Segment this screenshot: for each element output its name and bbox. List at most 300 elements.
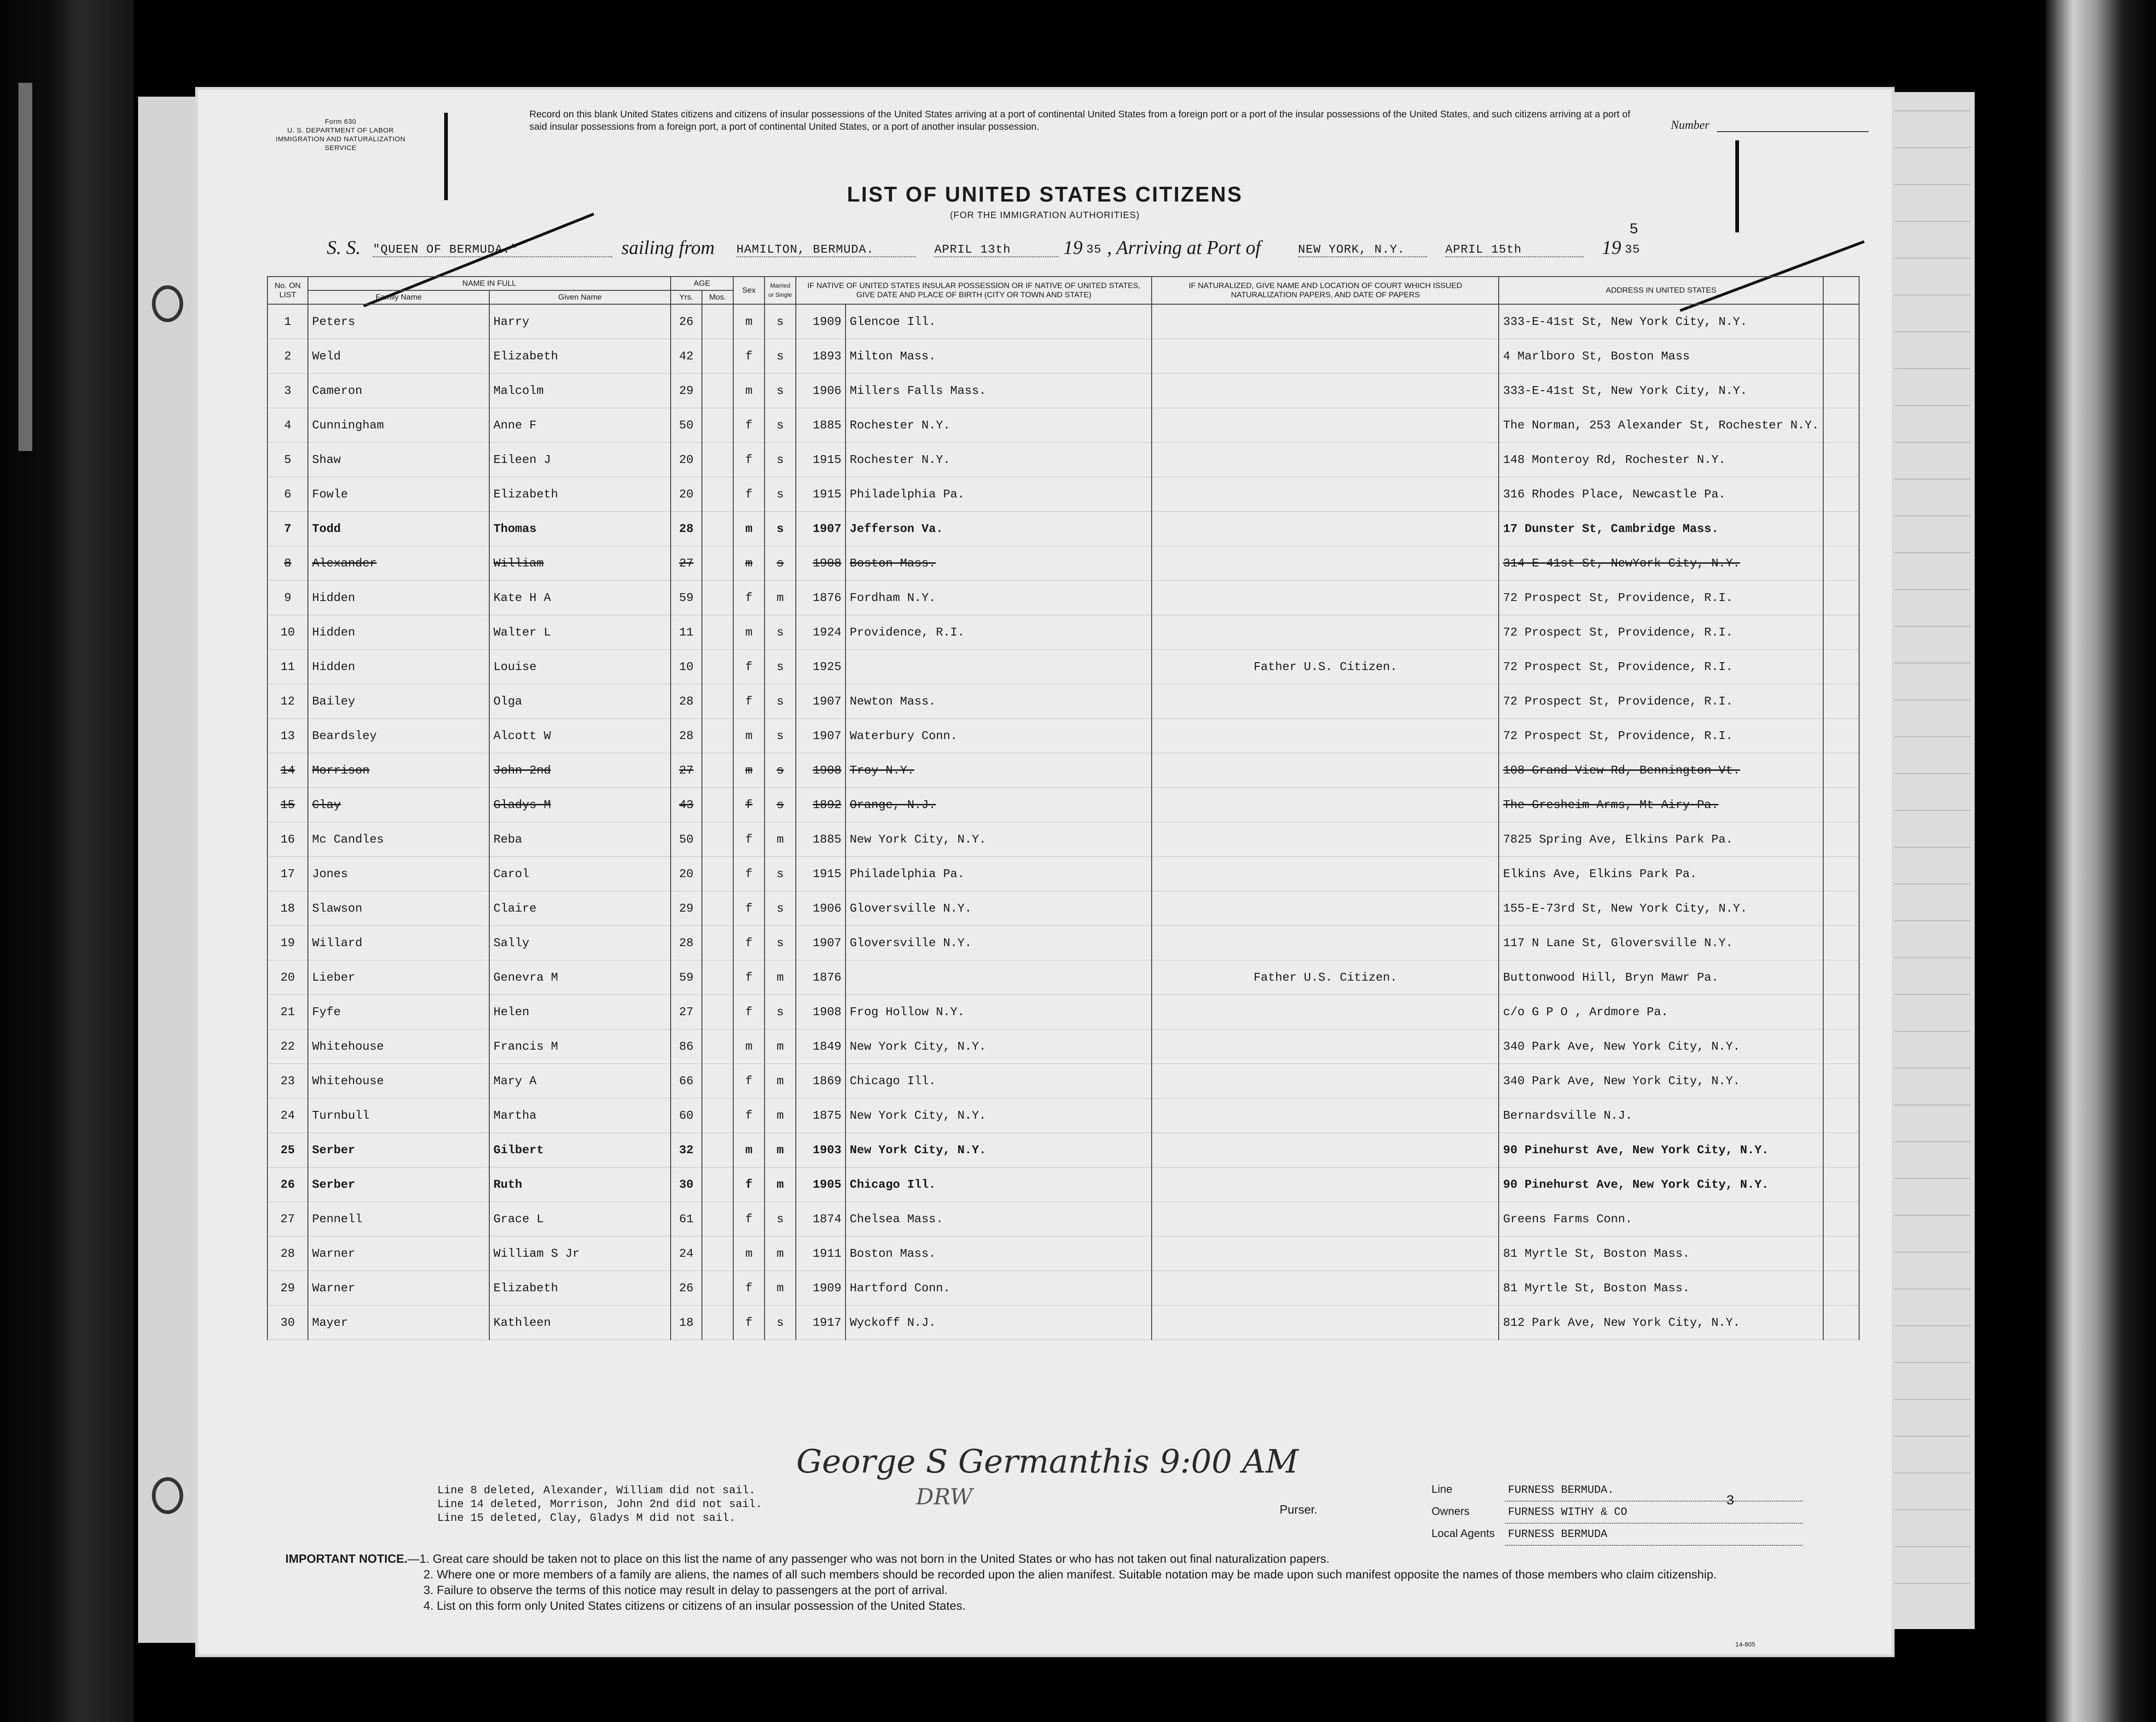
blank xyxy=(1823,960,1859,995)
birth-year: 1885 xyxy=(796,822,846,857)
col-address: ADDRESS IN UNITED STATES xyxy=(1499,277,1823,304)
given-name: Elizabeth xyxy=(489,477,671,512)
address: 316 Rhodes Place, Newcastle Pa. xyxy=(1499,477,1823,512)
birth-place: Boston Mass. xyxy=(846,546,1152,581)
ledger-rule xyxy=(1878,1325,1970,1326)
naturalization xyxy=(1152,1064,1499,1098)
passenger-row xyxy=(267,788,1859,822)
family-name: Morrison xyxy=(308,753,489,788)
family-name: Turnbull xyxy=(308,1098,489,1133)
age-months xyxy=(702,1029,733,1064)
birth-year: 1906 xyxy=(796,891,846,926)
passenger-row xyxy=(267,546,1859,581)
given-name: Walter L xyxy=(489,615,671,650)
address: 812 Park Ave, New York City, N.Y. xyxy=(1499,1306,1823,1340)
binder-hole xyxy=(152,285,183,322)
passenger-number: 22 xyxy=(267,1029,308,1064)
sex: f xyxy=(733,822,765,857)
birth-place: Boston Mass. xyxy=(846,1237,1152,1271)
naturalization xyxy=(1152,1237,1499,1271)
passenger-number: 20 xyxy=(267,960,308,995)
ledger-rule xyxy=(1878,1362,1970,1363)
family-name: Fowle xyxy=(308,477,489,512)
passenger-row xyxy=(267,374,1859,408)
birth-year: 1875 xyxy=(796,1098,846,1133)
line-value: FURNESS BERMUDA. xyxy=(1505,1480,1802,1502)
address: 108 Grand View Rd, Bennington Vt. xyxy=(1499,753,1823,788)
address: 340 Park Ave, New York City, N.Y. xyxy=(1499,1064,1823,1098)
birth-place: Newton Mass. xyxy=(846,684,1152,719)
birth-year: 1893 xyxy=(796,339,846,374)
family-name: Willard xyxy=(308,926,489,960)
address: The Norman, 253 Alexander St, Rochester N.Y. xyxy=(1499,408,1823,443)
ledger-rule xyxy=(1878,736,1970,737)
passenger-number: 4 xyxy=(267,408,308,443)
age-years: 28 xyxy=(671,926,702,960)
sex: m xyxy=(733,304,765,339)
underlying-ledger-sheet xyxy=(1878,92,1975,1629)
ledger-rule xyxy=(1878,442,1970,443)
notice-item: 1. Great care should be taken not to place on this list the name of any passenger who was not born in the United States or who has not taken out final naturalization papers. xyxy=(419,1552,1330,1566)
birth-place: Orange, N.J. xyxy=(846,788,1152,822)
address: 72 Prospect St, Providence, R.I. xyxy=(1499,650,1823,684)
blank xyxy=(1823,581,1859,615)
passenger-number: 27 xyxy=(267,1202,308,1237)
age-months xyxy=(702,443,733,477)
passenger-row xyxy=(267,753,1859,788)
passenger-row xyxy=(267,1306,1859,1340)
ledger-rule xyxy=(1878,1399,1970,1400)
married-single: s xyxy=(765,719,796,753)
naturalization xyxy=(1152,995,1499,1029)
blank xyxy=(1823,684,1859,719)
birth-place: Philadelphia Pa. xyxy=(846,857,1152,891)
blank xyxy=(1823,753,1859,788)
family-name: Alexander xyxy=(308,546,489,581)
married-single: s xyxy=(765,374,796,408)
passenger-row xyxy=(267,995,1859,1029)
married-single: s xyxy=(765,408,796,443)
blank xyxy=(1823,408,1859,443)
col-given-name: Given Name xyxy=(489,290,671,304)
naturalization xyxy=(1152,891,1499,926)
birth-place: Troy N.Y. xyxy=(846,753,1152,788)
passenger-number: 1 xyxy=(267,304,308,339)
ledger-rule xyxy=(1878,1141,1970,1142)
ledger-rule xyxy=(1878,994,1970,995)
married-single: s xyxy=(765,304,796,339)
blank xyxy=(1823,304,1859,339)
married-single: s xyxy=(765,512,796,546)
passenger-number: 25 xyxy=(267,1133,308,1167)
passenger-row xyxy=(267,1167,1859,1202)
age-years: 59 xyxy=(671,581,702,615)
birth-place: Jefferson Va. xyxy=(846,512,1152,546)
age-years: 60 xyxy=(671,1098,702,1133)
age-months xyxy=(702,1202,733,1237)
given-name: Alcott W xyxy=(489,719,671,753)
given-name: Elizabeth xyxy=(489,1271,671,1306)
blank xyxy=(1823,512,1859,546)
married-single: m xyxy=(765,822,796,857)
ledger-rule xyxy=(1878,1215,1970,1216)
line-owners-agents xyxy=(1432,1479,1802,1546)
blank xyxy=(1823,1064,1859,1098)
blank xyxy=(1823,1167,1859,1202)
married-single: m xyxy=(765,1064,796,1098)
given-name: Harry xyxy=(489,304,671,339)
age-years: 59 xyxy=(671,960,702,995)
ledger-rule xyxy=(1878,1031,1970,1032)
given-name: Malcolm xyxy=(489,374,671,408)
address: Greens Farms Conn. xyxy=(1499,1202,1823,1237)
blank xyxy=(1823,1237,1859,1271)
passenger-row xyxy=(267,1133,1859,1167)
age-years: 27 xyxy=(671,753,702,788)
passenger-number: 23 xyxy=(267,1064,308,1098)
passenger-row xyxy=(267,1271,1859,1306)
birth-place: Providence, R.I. xyxy=(846,615,1152,650)
col-name-in-full: NAME IN FULL xyxy=(308,277,671,290)
passenger-row xyxy=(267,512,1859,546)
arrival-port: NEW YORK, N.Y. xyxy=(1298,243,1427,257)
naturalization xyxy=(1152,339,1499,374)
married-single: m xyxy=(765,581,796,615)
blank xyxy=(1823,339,1859,374)
age-months xyxy=(702,753,733,788)
age-years: 20 xyxy=(671,443,702,477)
married-single: m xyxy=(765,1029,796,1064)
birth-place: Chicago Ill. xyxy=(846,1167,1152,1202)
ledger-rule xyxy=(1878,847,1970,848)
sailing-from-label: sailing from xyxy=(621,237,715,259)
age-years: 26 xyxy=(671,304,702,339)
ledger-rule xyxy=(1878,515,1970,516)
sex: f xyxy=(733,1098,765,1133)
married-single: m xyxy=(765,1271,796,1306)
family-name: Slawson xyxy=(308,891,489,926)
arriving-label: , Arriving at Port of xyxy=(1107,237,1261,259)
sailing-year: 35 xyxy=(1086,243,1102,256)
agents-value: FURNESS BERMUDA xyxy=(1505,1525,1802,1546)
passenger-row xyxy=(267,615,1859,650)
passenger-table xyxy=(267,276,1860,1340)
age-years: 27 xyxy=(671,546,702,581)
ledger-rule xyxy=(1878,810,1970,811)
passenger-number: 11 xyxy=(267,650,308,684)
sex: f xyxy=(733,857,765,891)
birth-year: 1906 xyxy=(796,374,846,408)
sex: m xyxy=(733,1029,765,1064)
given-name: Elizabeth xyxy=(489,339,671,374)
passenger-number: 19 xyxy=(267,926,308,960)
col-mos: Mos. xyxy=(702,290,733,304)
age-years: 61 xyxy=(671,1202,702,1237)
ledger-rule xyxy=(1878,147,1970,148)
family-name: Serber xyxy=(308,1133,489,1167)
married-single: s xyxy=(765,857,796,891)
naturalization xyxy=(1152,374,1499,408)
given-name: Genevra M xyxy=(489,960,671,995)
sex: f xyxy=(733,477,765,512)
signature: George S Germanthis 9:00 AM xyxy=(796,1443,1299,1480)
sex: m xyxy=(733,1133,765,1167)
record-instructions: Record on this blank United States citizens and citizens of insular possessions of the United States arriving at a port of continental United States from a foreign port or a port of the insular possessions of the United States, and such citizens arriving at a port of said insular possessions from a foreign port, a port of continental United States, or a port of another insular possession. xyxy=(529,109,1630,132)
deletion-note: Line 14 deleted, Morrison, John 2nd did not sail. xyxy=(437,1498,762,1511)
given-name: Carol xyxy=(489,857,671,891)
blank xyxy=(1823,443,1859,477)
col-naturalized: IF NATURALIZED, GIVE NAME AND LOCATION OF COURT WHICH ISSUED NATURALIZATION PAPERS, AND DATE OF PAPERS xyxy=(1152,277,1499,304)
naturalization xyxy=(1152,408,1499,443)
age-years: 20 xyxy=(671,477,702,512)
age-years: 50 xyxy=(671,408,702,443)
given-name: Reba xyxy=(489,822,671,857)
family-name: Jones xyxy=(308,857,489,891)
deletion-note: Line 8 deleted, Alexander, William did not sail. xyxy=(437,1485,756,1497)
blank xyxy=(1823,1271,1859,1306)
address: 7825 Spring Ave, Elkins Park Pa. xyxy=(1499,822,1823,857)
birth-year: 1907 xyxy=(796,512,846,546)
ledger-rule xyxy=(1878,626,1970,627)
blank xyxy=(1823,546,1859,581)
address: Elkins Ave, Elkins Park Pa. xyxy=(1499,857,1823,891)
passenger-number: 28 xyxy=(267,1237,308,1271)
birth-place: New York City, N.Y. xyxy=(846,1098,1152,1133)
birth-year: 1849 xyxy=(796,1029,846,1064)
address: c/o G P O , Ardmore Pa. xyxy=(1499,995,1823,1029)
blank xyxy=(1823,1306,1859,1340)
passenger-row xyxy=(267,443,1859,477)
naturalization xyxy=(1152,719,1499,753)
sex: f xyxy=(733,408,765,443)
given-name: Kathleen xyxy=(489,1306,671,1340)
sex: f xyxy=(733,1202,765,1237)
form-number: Form 630 xyxy=(325,118,357,126)
given-name: Gilbert xyxy=(489,1133,671,1167)
passenger-row xyxy=(267,719,1859,753)
birth-year: 1908 xyxy=(796,546,846,581)
col-birth: IF NATIVE OF UNITED STATES INSULAR POSSESSION OR IF NATIVE OF UNITED STATES, GIVE DATE AND PLACE OF BIRTH (CITY OR TOWN AND STATE) xyxy=(796,277,1152,304)
naturalization xyxy=(1152,477,1499,512)
age-years: 50 xyxy=(671,822,702,857)
age-months xyxy=(702,1167,733,1202)
passenger-row xyxy=(267,339,1859,374)
address: 81 Myrtle St, Boston Mass. xyxy=(1499,1271,1823,1306)
passenger-row xyxy=(267,304,1859,339)
family-name: Todd xyxy=(308,512,489,546)
blank xyxy=(1823,822,1859,857)
naturalization xyxy=(1152,1306,1499,1340)
sailing-year-prefix: 19 xyxy=(1063,237,1083,259)
age-months xyxy=(702,581,733,615)
given-name: Kate H A xyxy=(489,581,671,615)
sex: m xyxy=(733,374,765,408)
sex: f xyxy=(733,1064,765,1098)
age-months xyxy=(702,1064,733,1098)
binder-hole xyxy=(152,1477,183,1514)
passenger-rows xyxy=(267,304,1859,1340)
family-name: Serber xyxy=(308,1167,489,1202)
passenger-number: 21 xyxy=(267,995,308,1029)
given-name: Louise xyxy=(489,650,671,684)
age-months xyxy=(702,1133,733,1167)
passenger-number: 12 xyxy=(267,684,308,719)
notice-item: 2. Where one or more members of a family are aliens, the names of all such members should be recorded upon the alien manifest. Suitable notation may be made upon such manifest opposite the names of those members who claim citizenship. xyxy=(423,1567,1717,1581)
passenger-row xyxy=(267,477,1859,512)
birth-place: Frog Hollow N.Y. xyxy=(846,995,1152,1029)
address: 340 Park Ave, New York City, N.Y. xyxy=(1499,1029,1823,1064)
married-single: s xyxy=(765,1202,796,1237)
address: 17 Dunster St, Cambridge Mass. xyxy=(1499,512,1823,546)
birth-place: Chicago Ill. xyxy=(846,1064,1152,1098)
married-single: s xyxy=(765,477,796,512)
address: 4 Marlboro St, Boston Mass xyxy=(1499,339,1823,374)
age-years: 32 xyxy=(671,1133,702,1167)
birth-place: New York City, N.Y. xyxy=(846,1133,1152,1167)
address: 117 N Lane St, Gloversville N.Y. xyxy=(1499,926,1823,960)
page-number: 3 xyxy=(1726,1493,1735,1509)
sex: m xyxy=(733,1237,765,1271)
age-years: 28 xyxy=(671,684,702,719)
sex: f xyxy=(733,684,765,719)
age-months xyxy=(702,1237,733,1271)
birth-year: 1911 xyxy=(796,1237,846,1271)
given-name: Mary A xyxy=(489,1064,671,1098)
col-sex: Sex xyxy=(733,277,765,304)
married-single: m xyxy=(765,1167,796,1202)
passenger-number: 3 xyxy=(267,374,308,408)
family-name: Mayer xyxy=(308,1306,489,1340)
family-name: Peters xyxy=(308,304,489,339)
age-months xyxy=(702,1306,733,1340)
ss-label: S. S. xyxy=(327,237,361,259)
naturalization xyxy=(1152,581,1499,615)
family-name: Beardsley xyxy=(308,719,489,753)
naturalization xyxy=(1152,1167,1499,1202)
form-code: 14-805 xyxy=(1735,1641,1756,1648)
birth-year: 1917 xyxy=(796,1306,846,1340)
ledger-rule xyxy=(1878,221,1970,222)
sex: m xyxy=(733,719,765,753)
birth-year: 1869 xyxy=(796,1064,846,1098)
passenger-row xyxy=(267,684,1859,719)
married-single: s xyxy=(765,443,796,477)
age-months xyxy=(702,960,733,995)
blank xyxy=(1823,891,1859,926)
given-name: William S Jr xyxy=(489,1237,671,1271)
passenger-row xyxy=(267,857,1859,891)
age-years: 29 xyxy=(671,891,702,926)
sailing-date: APRIL 13th xyxy=(934,243,1059,257)
naturalization xyxy=(1152,684,1499,719)
passenger-number: 14 xyxy=(267,753,308,788)
given-name: Ruth xyxy=(489,1167,671,1202)
blank xyxy=(1823,1029,1859,1064)
age-months xyxy=(702,546,733,581)
age-years: 42 xyxy=(671,339,702,374)
naturalization xyxy=(1152,546,1499,581)
ledger-rule xyxy=(1878,1583,1970,1584)
ledger-rule xyxy=(1878,1509,1970,1510)
family-name: Fyfe xyxy=(308,995,489,1029)
birth-place: Philadelphia Pa. xyxy=(846,477,1152,512)
age-months xyxy=(702,995,733,1029)
birth-place: Rochester N.Y. xyxy=(846,443,1152,477)
birth-place: Millers Falls Mass. xyxy=(846,374,1152,408)
birth-year: 1907 xyxy=(796,926,846,960)
sex: f xyxy=(733,581,765,615)
naturalization xyxy=(1152,753,1499,788)
age-months xyxy=(702,512,733,546)
passenger-row xyxy=(267,926,1859,960)
ledger-rule xyxy=(1878,331,1970,332)
passenger-number: 6 xyxy=(267,477,308,512)
blank xyxy=(1823,477,1859,512)
naturalization xyxy=(1152,1271,1499,1306)
address: 72 Prospect St, Providence, R.I. xyxy=(1499,615,1823,650)
ledger-rule xyxy=(1878,1252,1970,1253)
passenger-row xyxy=(267,650,1859,684)
sex: f xyxy=(733,960,765,995)
birth-place: Waterbury Conn. xyxy=(846,719,1152,753)
passenger-number: 30 xyxy=(267,1306,308,1340)
blank xyxy=(1823,615,1859,650)
birth-year: 1909 xyxy=(796,304,846,339)
birth-place: Hartford Conn. xyxy=(846,1271,1152,1306)
age-years: 27 xyxy=(671,995,702,1029)
family-name: Lieber xyxy=(308,960,489,995)
passenger-number: 13 xyxy=(267,719,308,753)
married-single: s xyxy=(765,788,796,822)
col-age: AGE xyxy=(671,277,733,290)
year-correction: 5 xyxy=(1629,221,1639,238)
age-years: 30 xyxy=(671,1167,702,1202)
passenger-row xyxy=(267,581,1859,615)
birth-year: 1892 xyxy=(796,788,846,822)
age-months xyxy=(702,891,733,926)
married-single: s xyxy=(765,891,796,926)
birth-place: Chelsea Mass. xyxy=(846,1202,1152,1237)
ledger-rule xyxy=(1878,589,1970,590)
sex: f xyxy=(733,788,765,822)
age-months xyxy=(702,719,733,753)
family-name: Bailey xyxy=(308,684,489,719)
passenger-number: 7 xyxy=(267,512,308,546)
address: 155-E-73rd St, New York City, N.Y. xyxy=(1499,891,1823,926)
passenger-number: 26 xyxy=(267,1167,308,1202)
passenger-row xyxy=(267,1064,1859,1098)
ledger-rule xyxy=(1878,110,1970,111)
ledger-rule xyxy=(1878,1104,1970,1105)
ledger-rule xyxy=(1878,1178,1970,1179)
birth-year: 1907 xyxy=(796,684,846,719)
birth-place: Gloversville N.Y. xyxy=(846,891,1152,926)
family-name: Mc Candles xyxy=(308,822,489,857)
underlying-sheet xyxy=(138,97,203,1643)
family-name: Hidden xyxy=(308,615,489,650)
given-name: Sally xyxy=(489,926,671,960)
age-months xyxy=(702,926,733,960)
family-name: Hidden xyxy=(308,581,489,615)
age-months xyxy=(702,650,733,684)
service: IMMIGRATION AND NATURALIZATION SERVICE xyxy=(276,135,406,152)
department: U. S. DEPARTMENT OF LABOR xyxy=(287,127,394,134)
naturalization xyxy=(1152,304,1499,339)
arrival-date: APRIL 15th xyxy=(1445,243,1583,257)
ledger-rule xyxy=(1878,957,1970,958)
passenger-row xyxy=(267,1202,1859,1237)
naturalization xyxy=(1152,822,1499,857)
